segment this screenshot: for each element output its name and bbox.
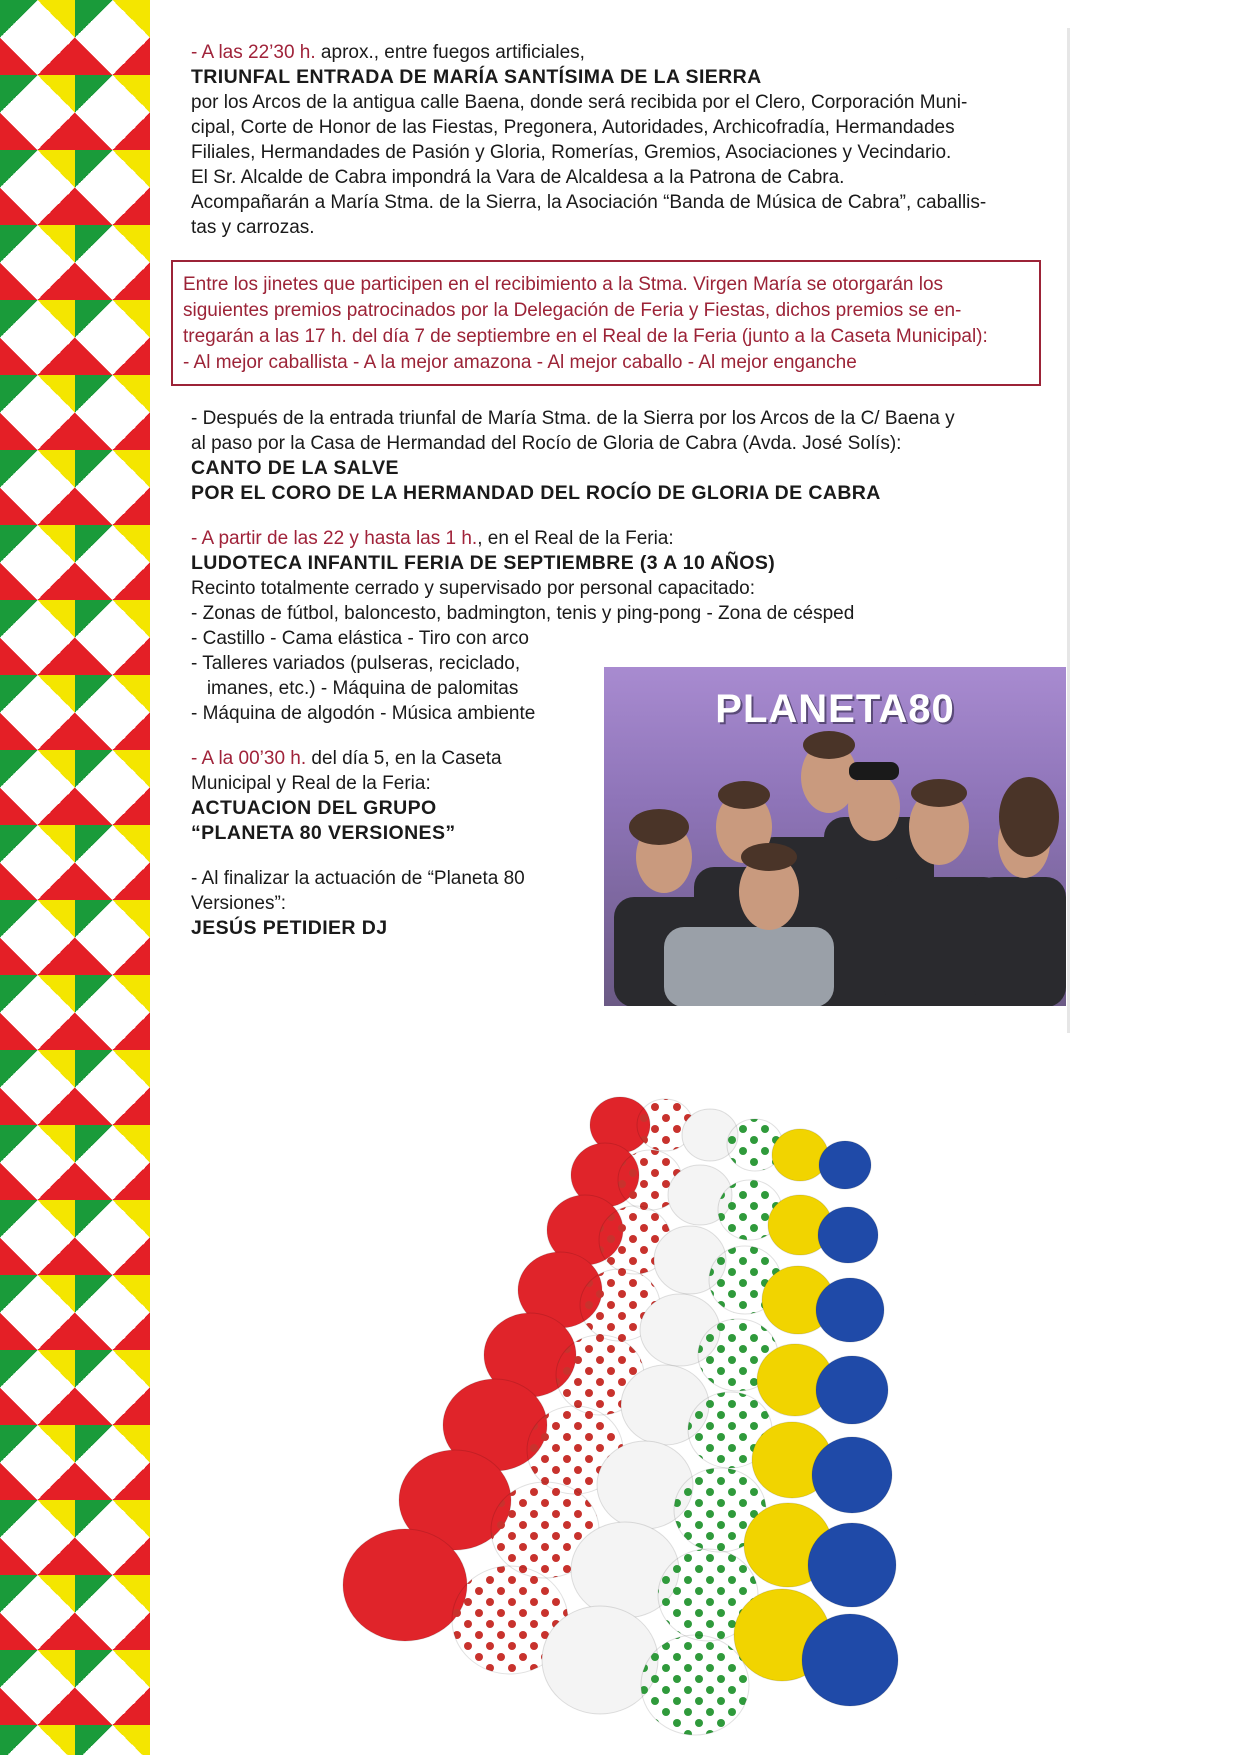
prize-line-1: Entre los jinetes que participen en el recibimiento a la Stma. Virgen María se otorgarán los — [183, 274, 944, 295]
salve-title-1: CANTO DE LA SALVE — [191, 457, 399, 479]
ludoteca-line-3: - Castillo - Cama elástica - Tiro con arco — [191, 628, 529, 649]
ludoteca-time-line — [191, 526, 1021, 551]
prize-line-4: - Al mejor caballista - A la mejor amazona - Al mejor caballo - Al mejor enganche — [183, 352, 857, 373]
salve-line-2: al paso por la Casa de Hermandad del Rocío de Gloria de Cabra (Avda. José Solís): — [191, 433, 902, 454]
band-logo-text: PLANETA80 — [715, 687, 955, 731]
ludoteca-line-2: - Zonas de fútbol, baloncesto, badmington, tenis y ping-pong - Zona de césped — [191, 603, 855, 624]
ludoteca-time: - A partir de las 22 y hasta las 1 h. — [191, 528, 478, 549]
ludoteca-line-5: imanes, etc.) - Máquina de palomitas — [191, 678, 519, 699]
paper-lanterns-illustration — [330, 1090, 970, 1750]
entrada-line-6: tas y carrozas. — [191, 217, 315, 238]
entrada-line-5: Acompañarán a María Stma. de la Sierra, la Asociación “Banda de Música de Cabra”, caballis- — [191, 192, 987, 213]
dj-line-1: - Al finalizar la actuación de “Planeta 80 — [191, 868, 525, 889]
entrada-triunfal-section — [191, 40, 1021, 240]
page-edge — [1067, 28, 1070, 1033]
decorative-flag-strip — [0, 0, 150, 1755]
planeta-time: - A la 00’30 h. — [191, 748, 307, 769]
entrada-line-4: El Sr. Alcalde de Cabra impondrá la Vara de Alcaldesa a la Patrona de Cabra. — [191, 167, 845, 188]
band-members-illustration — [604, 667, 1066, 1006]
planeta-title-2: “PLANETA 80 VERSIONES” — [191, 822, 456, 844]
salve-title-2: POR EL CORO DE LA HERMANDAD DEL ROCÍO DE GLORIA DE CABRA — [191, 482, 881, 504]
planeta-title-1: ACTUACION DEL GRUPO — [191, 797, 437, 819]
planeta-time-suffix: del día 5, en la Caseta — [306, 748, 502, 769]
planeta-time-line — [191, 746, 571, 771]
entrada-time-suffix: aprox., entre fuegos artificiales, — [315, 42, 585, 63]
dj-section — [191, 866, 571, 941]
band-photo — [604, 667, 1066, 1006]
prize-line-3: tregarán a las 17 h. del día 7 de septiembre en el Real de la Feria (junto a la Caseta Municipal): — [183, 326, 988, 347]
prize-line-2: siguientes premios patrocinados por la Delegación de Feria y Fiestas, dichos premios se en- — [183, 300, 962, 321]
ludoteca-time-suffix: , en el Real de la Feria: — [477, 528, 674, 549]
planeta-line-2: Municipal y Real de la Feria: — [191, 773, 431, 794]
prize-box — [171, 260, 1041, 386]
ludoteca-line-6: - Máquina de algodón - Música ambiente — [191, 703, 536, 724]
ludoteca-line-1: Recinto totalmente cerrado y supervisado por personal capacitado: — [191, 578, 755, 599]
ludoteca-line-4: - Talleres variados (pulseras, reciclado, — [191, 653, 521, 674]
entrada-line-2: cipal, Corte de Honor de las Fiestas, Pregonera, Autoridades, Archicofradía, Hermandades — [191, 117, 955, 138]
dj-line-2: Versiones”: — [191, 893, 287, 914]
salve-section — [191, 406, 1021, 506]
ludoteca-title: LUDOTECA INFANTIL FERIA DE SEPTIEMBRE (3 A 10 AÑOS) — [191, 552, 776, 574]
entrada-title: TRIUNFAL ENTRADA DE MARÍA SANTÍSIMA DE LA SIERRA — [191, 66, 762, 88]
salve-line-1: - Después de la entrada triunfal de María Stma. de la Sierra por los Arcos de la C/ Baena y — [191, 408, 955, 429]
entrada-time: - A las 22’30 h. — [191, 42, 316, 63]
dj-title: JESÚS PETIDIER DJ — [191, 917, 388, 939]
entrada-line-1: por los Arcos de la antigua calle Baena, donde será recibida por el Clero, Corporación Muni- — [191, 92, 968, 113]
entrada-time-line — [191, 40, 1021, 65]
planeta-section — [191, 746, 571, 846]
entrada-line-3: Filiales, Hermandades de Pasión y Gloria, Romerías, Gremios, Asociaciones y Vecindario. — [191, 142, 952, 163]
